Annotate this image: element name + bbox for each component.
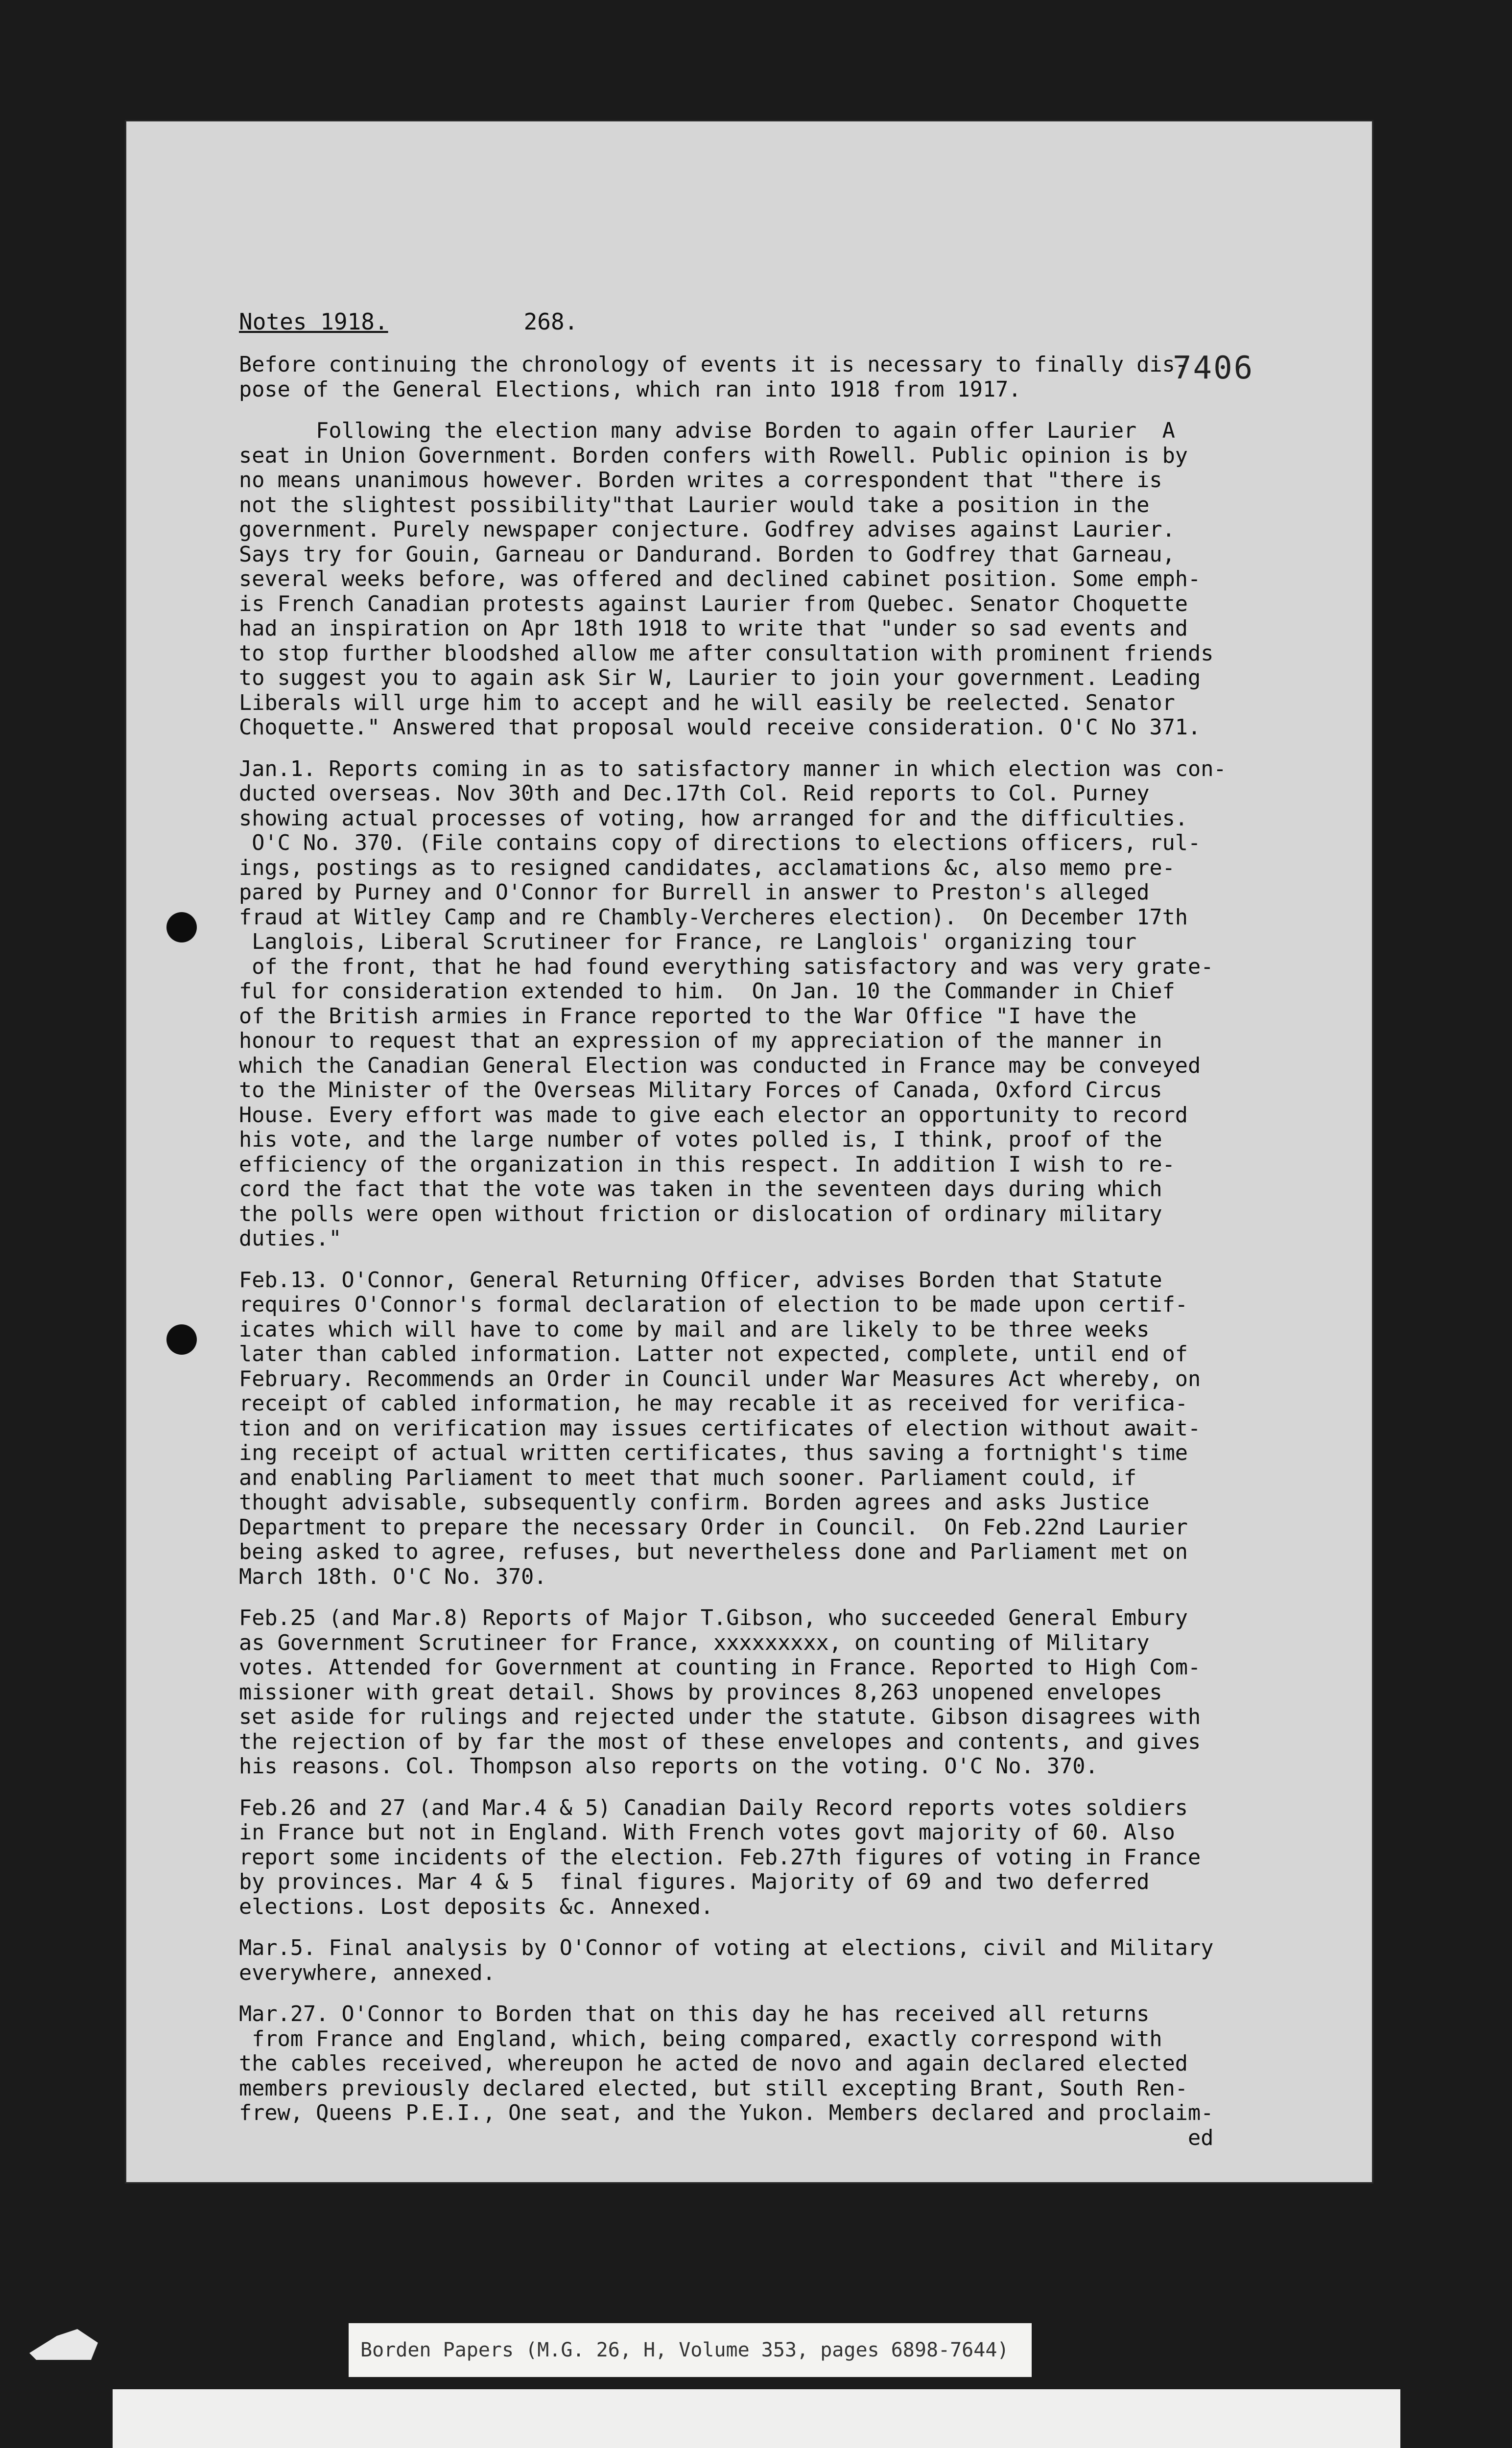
- text-line: no means unanimous however. Borden writes a correspondent that "there is: [239, 468, 1162, 493]
- text-line: not the slightest possibility"that Laurier would take a position in the: [239, 493, 1150, 518]
- paragraph: [239, 419, 1380, 740]
- text-line: O'C No. 370. (File contains copy of directions to elections officers, rul-: [239, 831, 1201, 855]
- text-line: is French Canadian protests against Laurier from Quebec. Senator Choquette: [239, 591, 1188, 616]
- page-header: [239, 308, 1375, 335]
- text-line: duties.": [239, 1226, 342, 1251]
- punch-hole-upper: [166, 912, 197, 942]
- text-line: report some incidents of the election. Feb.27th figures of voting in France: [239, 1845, 1201, 1870]
- text-line: Following the election many advise Borden to again offer Laurier A: [239, 419, 1175, 443]
- text-line: Mar.5. Final analysis by O'Connor of voting at elections, civil and Military: [239, 1936, 1214, 1960]
- text-line: in France but not in England. With French votes govt majority of 60. Also: [239, 1820, 1175, 1845]
- text-line: receipt of cabled information, he may recable it as received for verifica-: [239, 1391, 1188, 1416]
- text-line: the rejection of by far the most of these envelopes and contents, and gives: [239, 1729, 1201, 1754]
- text-line: had an inspiration on Apr 18th 1918 to write that "under so sad events and: [239, 616, 1188, 641]
- text-line: February. Recommends an Order in Council under War Measures Act whereby, on: [239, 1366, 1201, 1391]
- text-line: Feb.25 (and Mar.8) Reports of Major T.Gibson, who succeeded General Embury: [239, 1606, 1188, 1630]
- text-line: Jan.1. Reports coming in as to satisfactory manner in which election was con-: [239, 756, 1227, 781]
- text-line: his reasons. Col. Thompson also reports on the voting. O'C No. 370.: [239, 1754, 1098, 1779]
- text-line: Says try for Gouin, Garneau or Dandurand. Borden to Godfrey that Garneau,: [239, 542, 1175, 567]
- text-line: by provinces. Mar 4 & 5 final figures. Majority of 69 and two deferred: [239, 1870, 1150, 1894]
- text-line: the cables received, whereupon he acted de novo and again declared elected: [239, 2051, 1188, 2076]
- text-line: ed: [239, 2125, 1214, 2150]
- text-line: Mar.27. O'Connor to Borden that on this day he has received all returns: [239, 2002, 1150, 2026]
- text-line: thought advisable, subsequently confirm. Borden agrees and asks Justice: [239, 1490, 1150, 1515]
- text-line: Liberals will urge him to accept and he will easily be reelected. Senator: [239, 690, 1175, 715]
- paragraph: [239, 1936, 1380, 1985]
- text-line: honour to request that an expression of my appreciation of the manner in: [239, 1029, 1162, 1053]
- text-line: set aside for rulings and rejected under the statute. Gibson disagrees with: [239, 1705, 1201, 1729]
- text-line: fraud at Witley Camp and re Chambly-Vercheres election). On December 17th: [239, 905, 1188, 930]
- text-line: of the front, that he had found everything satisfactory and was very grate-: [239, 954, 1214, 979]
- text-line: Langlois, Liberal Scrutineer for France, re Langlois' organizing tour: [239, 930, 1137, 954]
- paragraph: [239, 757, 1380, 1251]
- text-line: his vote, and the large number of votes polled is, I think, proof of the: [239, 1128, 1162, 1152]
- text-line: as Government Scrutineer for France, xxxxxxxxx, on counting of Military: [239, 1630, 1150, 1655]
- archives-stamp-card: [113, 2389, 1400, 2448]
- text-line: ducted overseas. Nov 30th and Dec.17th Col. Reid reports to Col. Purney: [239, 781, 1150, 806]
- text-line: showing actual processes of voting, how arranged for and the difficulties.: [239, 806, 1188, 831]
- header-page-number: 268.: [523, 308, 578, 335]
- text-line: House. Every effort was made to give each elector an opportunity to record: [239, 1103, 1188, 1128]
- text-line: being asked to agree, refuses, but nevertheless done and Parliament met on: [239, 1540, 1188, 1564]
- text-line: from France and England, which, being compared, exactly correspond with: [239, 2026, 1162, 2051]
- text-line: ing receipt of actual written certificates, thus saving a fortnight's time: [239, 1441, 1188, 1465]
- paper-scrap: [29, 2326, 98, 2360]
- text-line: missioner with great detail. Shows by provinces 8,263 unopened envelopes: [239, 1680, 1162, 1705]
- text-line: Before continuing the chronology of events it is necessary to finally dis-: [239, 353, 1188, 377]
- text-line: frew, Queens P.E.I., One seat, and the Yukon. Members declared and proclaim-: [239, 2101, 1214, 2125]
- text-line: later than cabled information. Latter not expected, complete, until end of: [239, 1342, 1188, 1366]
- header-title: Notes 1918.: [239, 308, 388, 335]
- paragraph: [239, 1796, 1380, 1920]
- paragraph: [239, 353, 1380, 402]
- document-body: [239, 353, 1380, 2167]
- text-line: March 18th. O'C No. 370.: [239, 1564, 547, 1589]
- text-line: Choquette." Answered that proposal would receive consideration. O'C No 371.: [239, 715, 1201, 740]
- text-line: to the Minister of the Overseas Military Forces of Canada, Oxford Circus: [239, 1078, 1162, 1103]
- text-line: to stop further bloodshed allow me after consultation with prominent friends: [239, 641, 1214, 666]
- text-line: Feb.26 and 27 (and Mar.4 & 5) Canadian Daily Record reports votes soldiers: [239, 1795, 1188, 1820]
- text-line: tion and on verification may issues certificates of election without await-: [239, 1416, 1201, 1441]
- punch-hole-lower: [166, 1324, 197, 1355]
- paragraph: [239, 1606, 1380, 1779]
- folio-number: 7406: [1173, 350, 1254, 386]
- text-line: several weeks before, was offered and declined cabinet position. Some emph-: [239, 567, 1201, 591]
- text-line: Department to prepare the necessary Order in Council. On Feb.22nd Laurier: [239, 1515, 1188, 1540]
- paragraph: [239, 1268, 1380, 1590]
- text-line: to suggest you to again ask Sir W, Laurier to join your government. Leading: [239, 666, 1201, 690]
- text-line: requires O'Connor's formal declaration of election to be made upon certif-: [239, 1293, 1188, 1317]
- text-line: votes. Attended for Government at counting in France. Reported to High Com-: [239, 1655, 1201, 1680]
- text-line: pose of the General Elections, which ran into 1918 from 1917.: [239, 377, 1021, 402]
- text-line: which the Canadian General Election was conducted in France may be conveyed: [239, 1053, 1201, 1078]
- text-line: efficiency of the organization in this respect. In addition I wish to re-: [239, 1152, 1175, 1177]
- text-line: ful for consideration extended to him. On Jan. 10 the Commander in Chief: [239, 979, 1175, 1004]
- text-line: the polls were open without friction or dislocation of ordinary military: [239, 1201, 1162, 1226]
- text-line: seat in Union Government. Borden confers with Rowell. Public opinion is by: [239, 443, 1188, 468]
- reference-label: Borden Papers (M.G. 26, H, Volume 353, pages 6898-7644): [349, 2323, 1032, 2377]
- text-line: ings, postings as to resigned candidates, acclamations &c, also memo pre-: [239, 855, 1175, 880]
- text-line: of the British armies in France reported to the War Office "I have the: [239, 1004, 1137, 1029]
- text-line: everywhere, annexed.: [239, 1960, 496, 1985]
- text-line: Feb.13. O'Connor, General Returning Officer, advises Borden that Statute: [239, 1268, 1162, 1293]
- text-line: elections. Lost deposits &c. Annexed.: [239, 1894, 714, 1919]
- text-line: and enabling Parliament to meet that much sooner. Parliament could, if: [239, 1465, 1137, 1490]
- text-line: pared by Purney and O'Connor for Burrell in answer to Preston's alleged: [239, 880, 1150, 905]
- text-line: icates which will have to come by mail and are likely to be three weeks: [239, 1317, 1150, 1342]
- paragraph: [239, 2002, 1380, 2150]
- text-line: cord the fact that the vote was taken in the seventeen days during which: [239, 1177, 1162, 1201]
- text-line: members previously declared elected, but still excepting Brant, South Ren-: [239, 2076, 1188, 2101]
- text-line: government. Purely newspaper conjecture. Godfrey advises against Laurier.: [239, 518, 1175, 542]
